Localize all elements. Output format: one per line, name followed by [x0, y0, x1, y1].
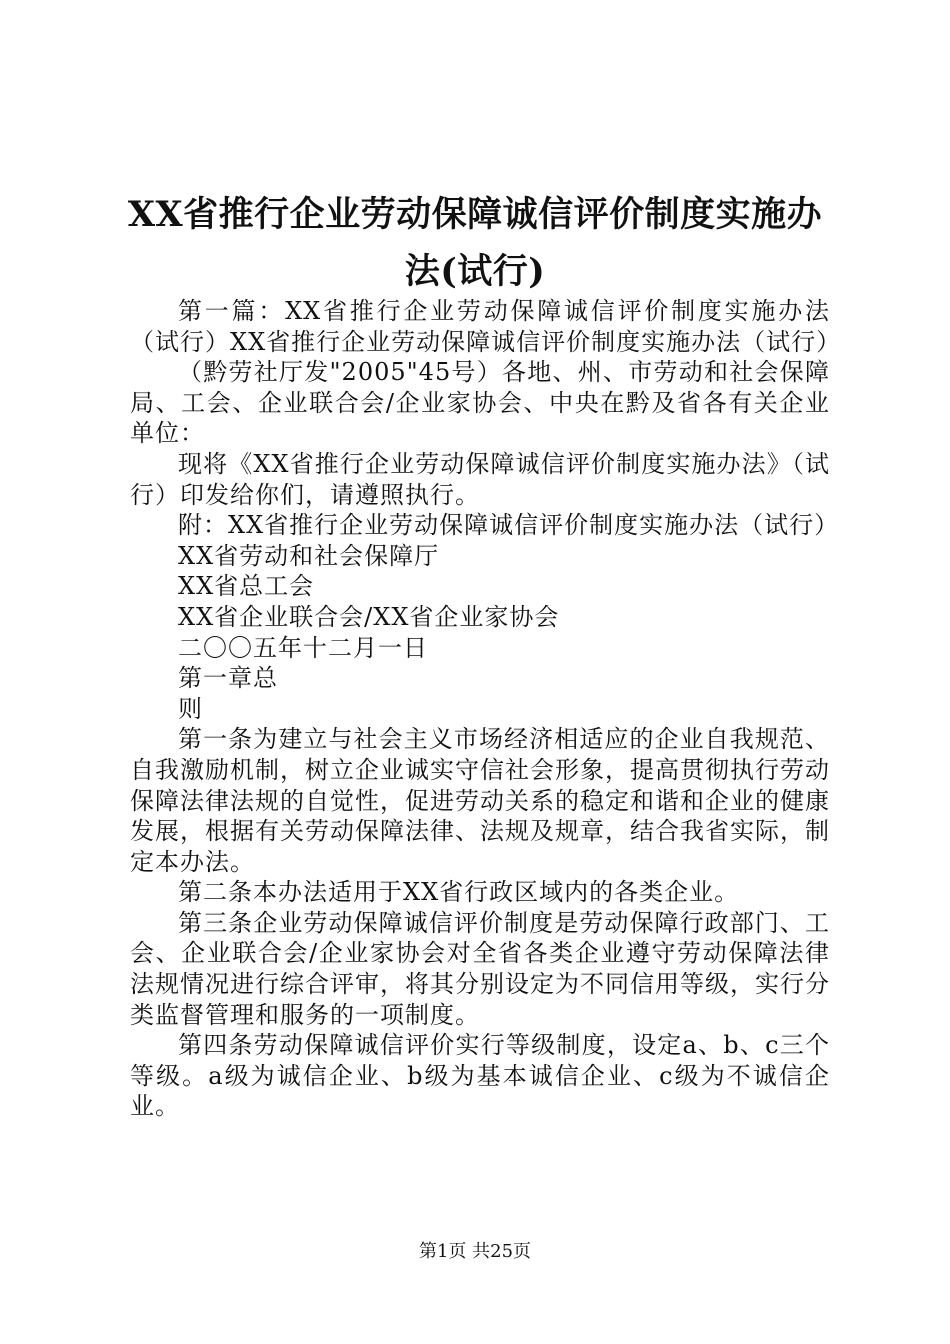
- chapter-heading: 第一章总: [178, 664, 278, 693]
- signature-line: XX省总工会: [178, 572, 315, 601]
- page-footer: 第1页 共25页: [418, 1241, 532, 1262]
- signature-date: 二〇〇五年十二月一日: [178, 633, 428, 662]
- paragraph: 附：XX省推行企业劳动保障诚信评价制度实施办法（试行）: [178, 511, 840, 540]
- signature-line: XX省劳动和社会保障厅: [178, 541, 440, 570]
- article: 第二条本办法适用于XX省行政区域内的各类企业。: [178, 878, 740, 907]
- article: 第一条为建立与社会主义市场经济相适应的企业自我规范、自我激励机制，树立企业诚实守信社会形象，提高贯彻执行劳动保障法律法规的自觉性，促进劳动关系的稳定和谐和企业的健康发展，根据有关劳动保障法律、法规及规章，结合我省实际，制定本办法。: [130, 725, 830, 876]
- article: 第四条劳动保障诚信评价实行等级制度，设定a、b、c三个等级。a级为诚信企业、b级为基本诚信企业、c级为不诚信企业。: [130, 1031, 830, 1121]
- paragraph: 现将《XX省推行企业劳动保障诚信评价制度实施办法》（试行）印发给你们，请遵照执行。: [130, 449, 830, 509]
- chapter-heading-cont: 则: [178, 694, 203, 723]
- paragraph: 第一篇：XX省推行企业劳动保障诚信评价制度实施办法（试行）XX省推行企业劳动保障诚信评价制度实施办法（试行）: [130, 297, 842, 356]
- document-title: XX省推行企业劳动保障诚信评价制度实施办法(试行): [127, 194, 823, 292]
- signature-line: XX省企业联合会/XX省企业家协会: [178, 602, 560, 631]
- paragraph: （黔劳社厅发"2005"45号）各地、州、市劳动和社会保障局、工会、企业联合会/企业家协会、中央在黔及省各有关企业单位：: [130, 358, 830, 448]
- article: 第三条企业劳动保障诚信评价制度是劳动保障行政部门、工会、企业联合会/企业家协会对全省各类企业遵守劳动保障法律法规情况进行综合评审，将其分别设定为不同信用等级，实行分类监督管理和服务的一项制度。: [130, 908, 830, 1029]
- document-body: [130, 296, 842, 1122]
